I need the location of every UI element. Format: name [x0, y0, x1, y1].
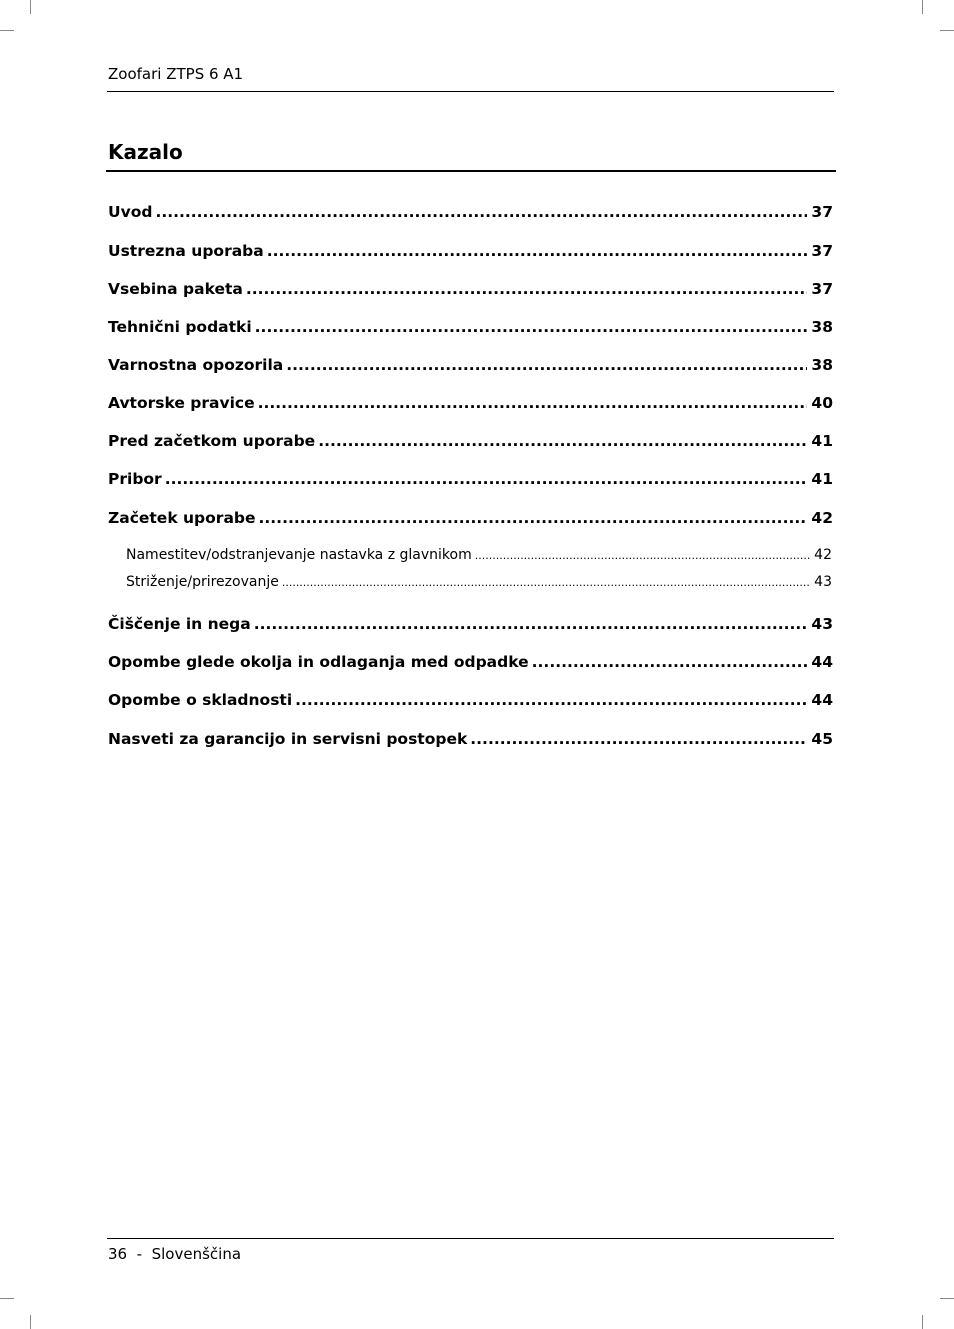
toc-dot-leader: [259, 506, 808, 530]
toc-entry-label: Varnostna opozorila: [108, 356, 284, 374]
toc-entry-label: Opombe o skladnosti: [108, 691, 293, 709]
footer-divider: [107, 1238, 834, 1239]
toc-dot-leader: [258, 391, 808, 415]
toc-dot-leader: [165, 467, 808, 491]
toc-page-number: 37: [811, 203, 833, 221]
toc-entry-label: Striženje/prirezovanje: [126, 574, 279, 590]
toc-page-number: 45: [811, 730, 833, 748]
crop-mark: [922, 0, 923, 14]
toc-heading: Kazalo: [108, 140, 183, 164]
crop-mark: [0, 30, 14, 31]
toc-page-number: 44: [811, 653, 833, 671]
toc-entry[interactable]: [108, 315, 833, 339]
toc-entry[interactable]: [108, 506, 833, 530]
footer-language: Slovenščina: [151, 1245, 242, 1263]
toc-entry-label: Avtorske pravice: [108, 394, 255, 412]
toc-page-number: 44: [811, 691, 833, 709]
toc-entry[interactable]: [108, 688, 833, 712]
toc-dot-leader: [254, 612, 808, 636]
toc-dot-leader: [470, 727, 807, 751]
toc-entry[interactable]: [108, 239, 833, 263]
toc-entry[interactable]: [108, 727, 833, 751]
toc-subentry[interactable]: [126, 571, 832, 593]
toc-entry-label: Tehnični podatki: [108, 318, 252, 336]
toc-entry[interactable]: [108, 429, 833, 453]
toc-page-number: 41: [811, 432, 833, 450]
toc-entry-label: Opombe glede okolja in odlaganja med odpadke: [108, 653, 529, 671]
toc-dot-leader: [475, 545, 810, 566]
toc-page-number: 38: [811, 356, 833, 374]
toc-entry[interactable]: [108, 353, 833, 377]
toc-entry-label: Začetek uporabe: [108, 509, 256, 527]
toc-entry[interactable]: [108, 277, 833, 301]
toc-dot-leader: [255, 315, 808, 339]
toc-page-number: 38: [811, 318, 833, 336]
toc-entry[interactable]: [108, 200, 833, 224]
toc-entry-label: Namestitev/odstranjevanje nastavka z glavnikom: [126, 547, 472, 563]
footer-page-number: 36: [108, 1245, 128, 1263]
toc-page-number: 40: [811, 394, 833, 412]
toc-dot-leader: [295, 688, 807, 712]
toc-page-number: 43: [814, 574, 832, 590]
toc-dot-leader: [286, 353, 807, 377]
toc-entry-label: Pribor: [108, 470, 162, 488]
toc-entry-label: Nasveti za garancijo in servisni postopek: [108, 730, 468, 748]
crop-mark: [0, 1298, 14, 1299]
toc-dot-leader: [267, 239, 808, 263]
toc-page-number: 41: [811, 470, 833, 488]
header-divider: [107, 91, 834, 92]
toc-entry-label: Pred začetkom uporabe: [108, 432, 316, 450]
title-divider: [106, 170, 836, 172]
toc-dot-leader: [155, 200, 807, 224]
footer-separator: -: [136, 1245, 143, 1263]
toc-entry[interactable]: [108, 391, 833, 415]
toc-entry[interactable]: [108, 612, 833, 636]
crop-mark: [940, 30, 954, 31]
toc-entry-label: Ustrezna uporaba: [108, 242, 264, 260]
toc-dot-leader: [318, 429, 807, 453]
crop-mark: [940, 1298, 954, 1299]
toc-entry-label: Uvod: [108, 203, 153, 221]
toc-page-number: 37: [811, 242, 833, 260]
toc-page-number: 42: [814, 547, 832, 563]
toc-page-number: 43: [811, 615, 833, 633]
toc-page-number: 37: [811, 280, 833, 298]
crop-mark: [30, 0, 31, 14]
toc-dot-leader: [282, 572, 810, 593]
toc-page-number: 42: [811, 509, 833, 527]
running-footer: [108, 1244, 241, 1264]
toc-dot-leader: [532, 650, 808, 674]
toc-subentry[interactable]: [126, 544, 832, 566]
toc-entry[interactable]: [108, 467, 833, 491]
running-header: Zoofari ZTPS 6 A1: [108, 65, 244, 83]
crop-mark: [922, 1315, 923, 1329]
crop-mark: [30, 1315, 31, 1329]
toc-entry[interactable]: [108, 650, 833, 674]
toc-dot-leader: [246, 277, 808, 301]
toc-entry-label: Čiščenje in nega: [108, 615, 251, 633]
toc-entry-label: Vsebina paketa: [108, 280, 243, 298]
